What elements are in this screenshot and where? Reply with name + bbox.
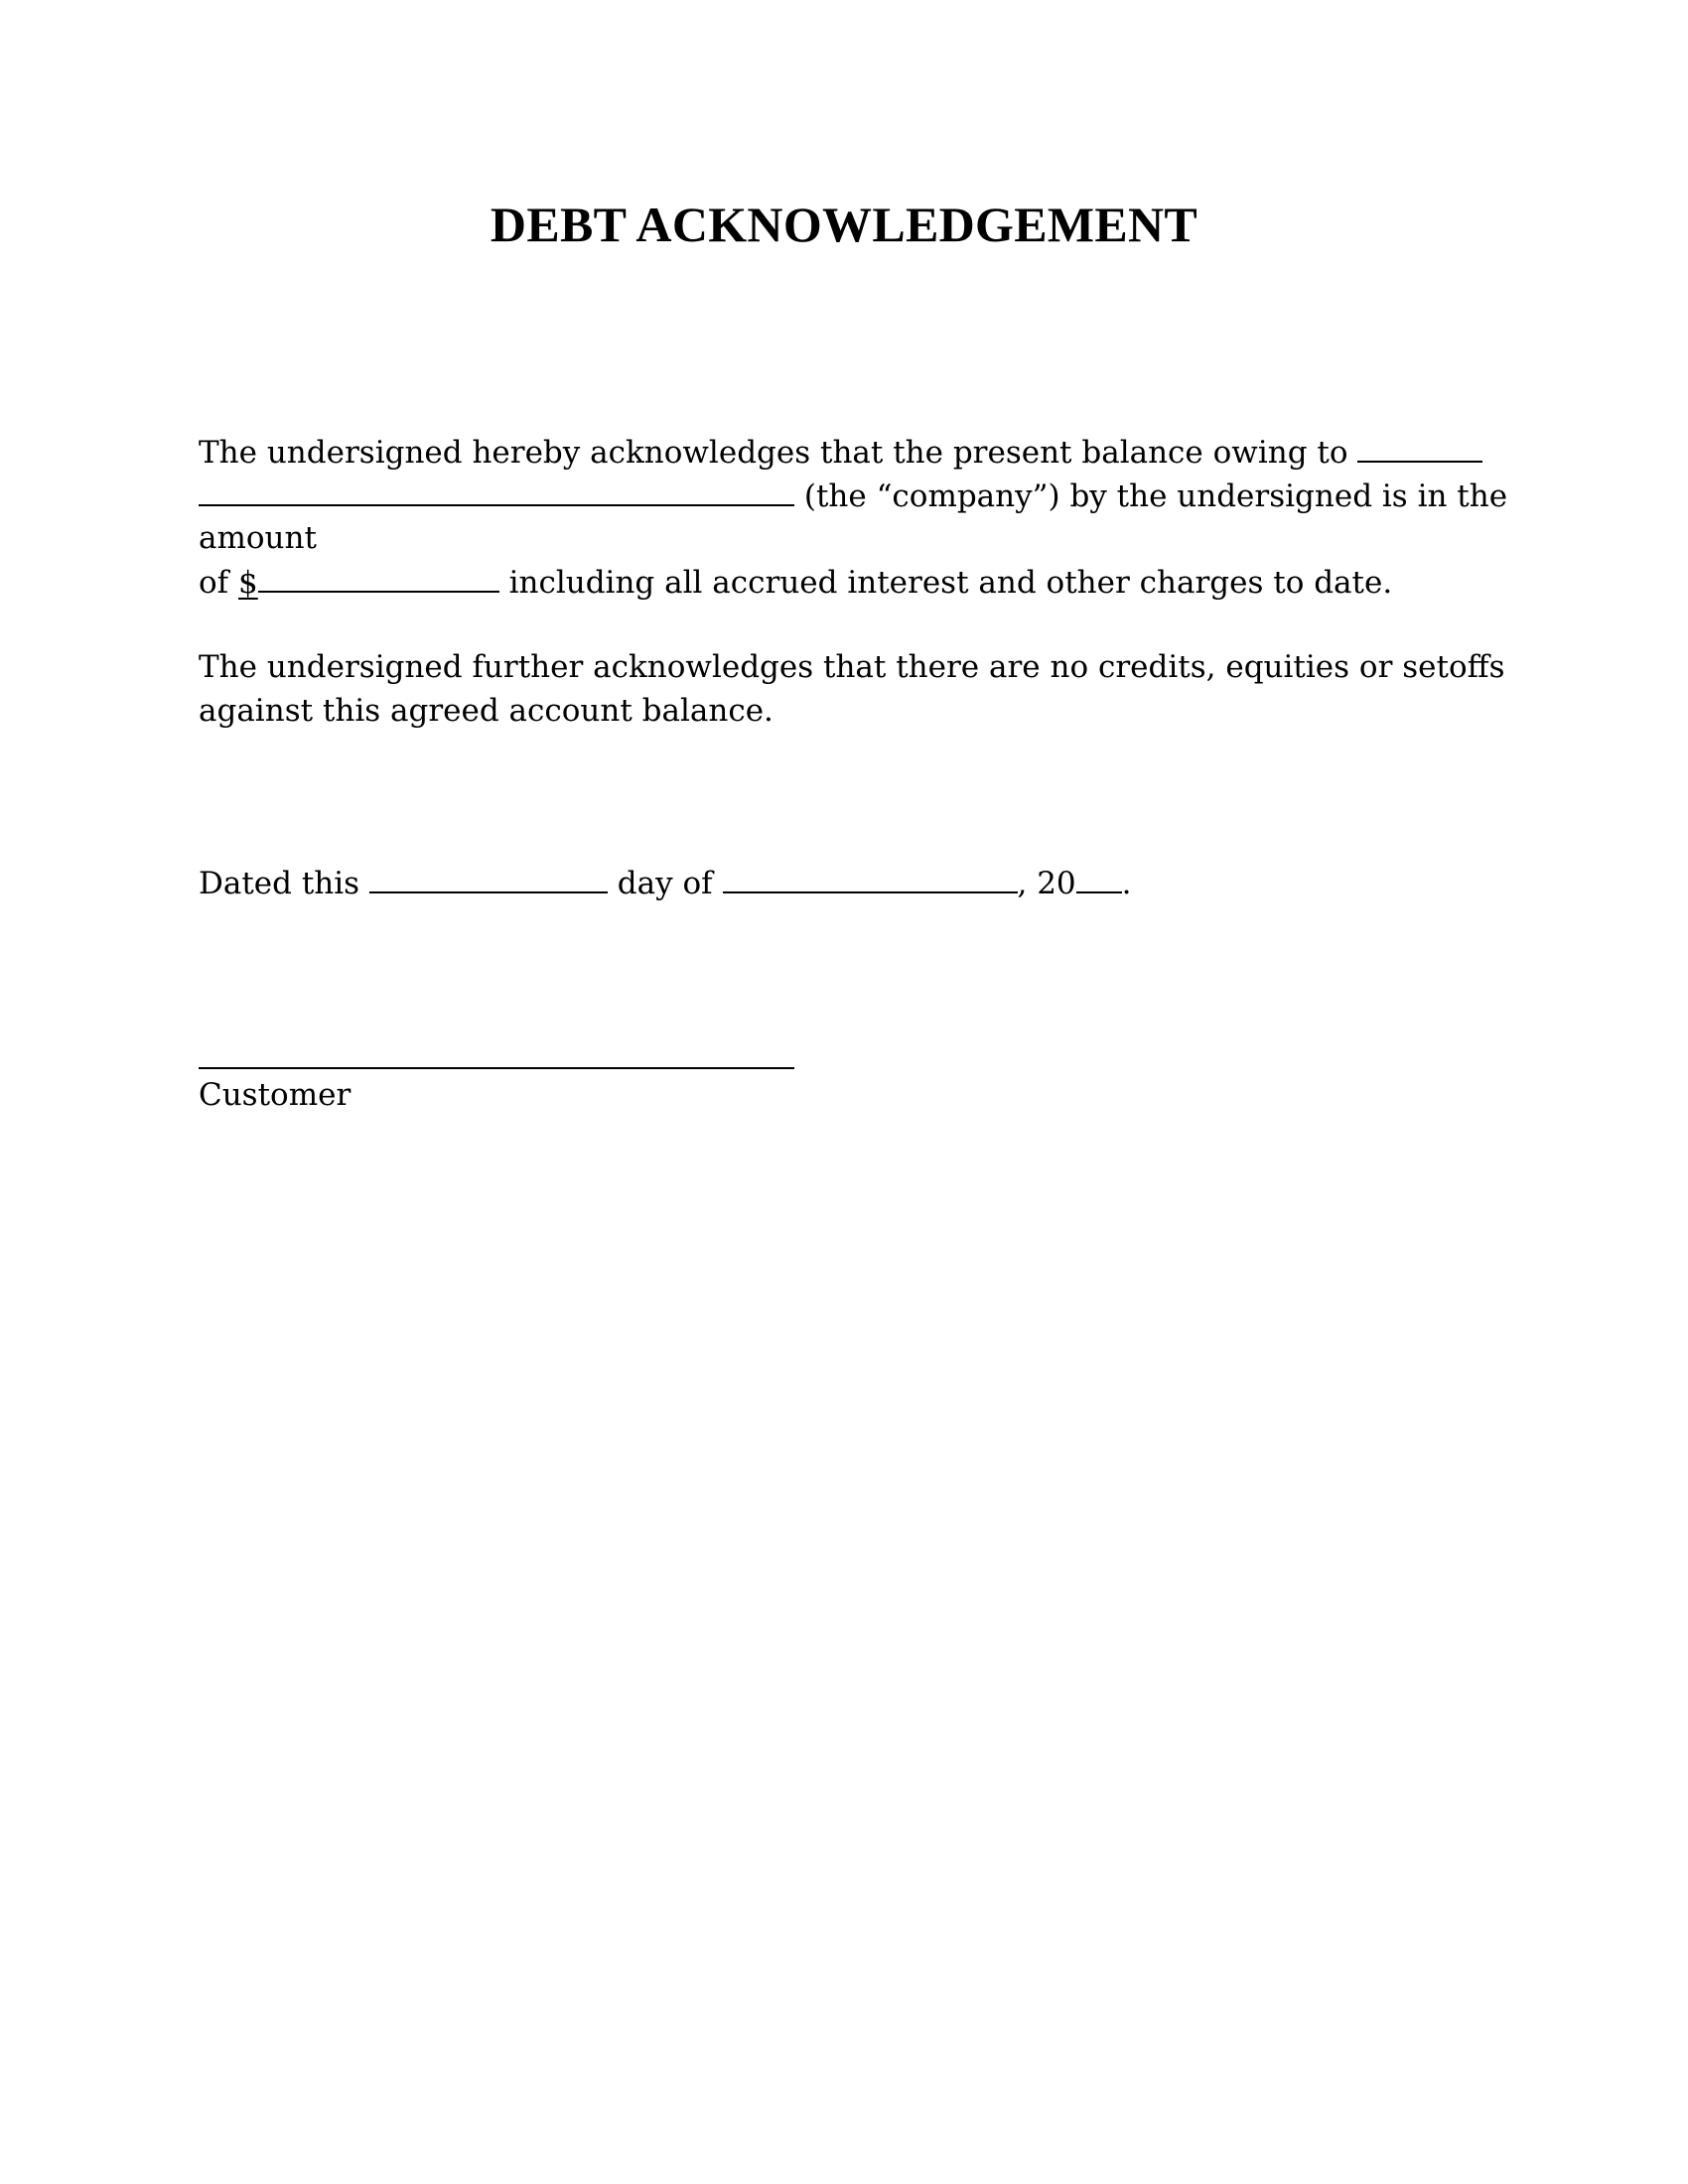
amount-blank[interactable] xyxy=(258,561,499,593)
balance-line-1 xyxy=(199,431,1489,475)
balance-paragraph xyxy=(199,431,1508,604)
month-blank[interactable] xyxy=(723,862,1018,893)
customer-label: Customer xyxy=(199,1077,352,1113)
no-setoff-line-1: The undersigned further acknowledges that there are no credits, equities or setoffs xyxy=(199,649,1505,685)
customer-signature-line[interactable] xyxy=(199,1067,794,1069)
dated-this-text: Dated this xyxy=(199,866,369,901)
amount-word: amount xyxy=(199,520,317,556)
day-blank[interactable] xyxy=(369,862,608,893)
year-blank[interactable] xyxy=(1076,862,1122,893)
no-setoff-line-2: against this agreed account balance. xyxy=(199,692,774,729)
balance-intro-text: The undersigned hereby acknowledges that the present balance owing to xyxy=(199,435,1358,471)
of-text: of xyxy=(199,564,238,601)
dollar-sign: $ xyxy=(238,564,258,601)
accrued-interest-text: including all accrued interest and other charges to date. xyxy=(498,564,1393,601)
balance-line-2 xyxy=(199,475,1508,518)
dated-line-content xyxy=(199,862,1489,905)
document-title: DEBT ACKNOWLEDGEMENT xyxy=(490,197,1198,252)
balance-line-3 xyxy=(199,517,1489,561)
creditor-name-blank-1[interactable] xyxy=(1357,431,1482,463)
day-of-text: day of xyxy=(607,866,723,901)
year-prefix-text: , 20 xyxy=(1017,866,1076,901)
company-reference-text: (the “company”) by the undersigned is in the xyxy=(794,478,1508,514)
creditor-name-blank-2[interactable] xyxy=(199,475,794,506)
dated-line xyxy=(199,862,1489,905)
no-setoff-paragraph xyxy=(199,646,1505,733)
balance-line-4 xyxy=(199,561,1489,605)
period-text: . xyxy=(1121,866,1132,901)
